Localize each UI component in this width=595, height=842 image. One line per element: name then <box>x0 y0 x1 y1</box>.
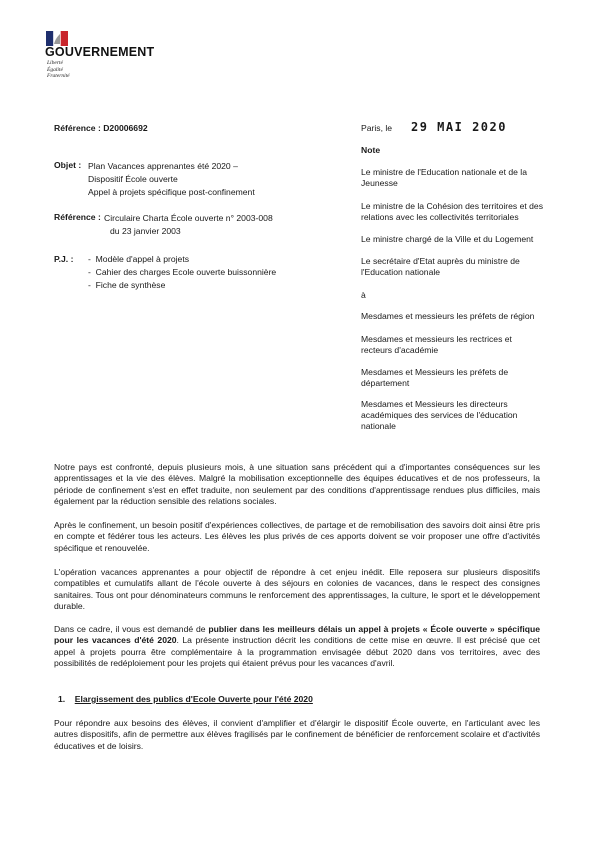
reference-value: D20006692 <box>103 123 148 133</box>
section-number: 1. <box>58 694 66 704</box>
object-line: Plan Vacances apprenantes été 2020 – <box>88 161 238 171</box>
addressee: Mesdames et messieurs les préfets de région <box>361 311 535 321</box>
body-paragraph: L'opération vacances apprenantes a pour objectif de répondre à cet enjeu inédit. Elle reposera sur plusieurs dispositifs compatibles et cumulatifs allant de l'école ouverte à des séjours en colonies de vacances, dans le respect des consignes sanitaires. Tous ont pour dénominateurs communs le renforcement des apprentissages, la culture, le sport et le développement durable. <box>54 567 540 612</box>
motto-line: Liberté <box>47 60 63 66</box>
reference2-line: Circulaire Charta École ouverte n° 2003-008 <box>104 213 273 223</box>
motto-line: Fraternité <box>47 73 70 79</box>
list-item: - Modèle d'appel à projets <box>88 254 190 264</box>
addressee: Mesdames et Messieurs les directeurs académiques des services de l'éducation nationale <box>361 399 518 431</box>
object-label: Objet : <box>54 160 82 170</box>
attachments-list <box>88 254 276 293</box>
body-paragraph: Après le confinement, un besoin positif d'expériences collectives, de partage et de remobilisation des savoirs doit ainsi être pris en compte et fédérer tous les acteurs. Les élèves les plus privés de ces apports doivent se voir proposer une offre d'activités spécifique et renouvelée. <box>54 520 540 553</box>
attachment-label: Cahier des charges Ecole ouverte buissonnière <box>95 267 277 277</box>
reference-line <box>54 123 148 134</box>
paragraph-emphasis: publier dans les meilleurs délais un appel à projets « École ouverte » spécifique pour les vacances d'été 2020 <box>54 624 541 646</box>
attachment-label: Fiche de synthèse <box>95 280 166 290</box>
body-paragraph: Pour répondre aux besoins des élèves, il convient d'amplifier et d'élargir le dispositif École ouverte, en l'articulant avec les autres dispositifs, afin de permettre aux élèves fragilisés par le confinement de bénéficier de renforcement scolaire et d'activités éducatives et de loisirs. <box>54 718 540 751</box>
recipient: Le ministre de l'Education nationale et de la Jeunesse <box>361 167 527 188</box>
brand-name: GOUVERNEMENT <box>45 45 155 59</box>
object-line: Appel à projets spécifique post-confinement <box>88 187 255 197</box>
recipient: Le ministre chargé de la Ville et du Logement <box>361 234 534 244</box>
recipient-to: à <box>361 290 366 300</box>
body-paragraph <box>54 624 540 670</box>
addressee: Mesdames et messieurs les rectrices et recteurs d'académie <box>361 334 512 355</box>
reference2-label: Référence : <box>54 212 101 222</box>
motto-line: Égalité <box>47 66 63 73</box>
attachment-label: Modèle d'appel à projets <box>95 254 190 264</box>
paragraph-text: . La présente instruction décrit les conditions de cette mise en œuvre. Il est précisé que cet appel à projets pourra être complémentaire à la programmation envisagée début 2020 dans vos territoires, avec des possibilités de redéploiement pour les projets qui étaient prévus pour les vacances d'avril. <box>54 635 540 669</box>
object-line: Dispositif École ouverte <box>88 174 178 184</box>
recipient: Le ministre de la Cohésion des territoires et des relations avec les collectivités territoriales <box>361 201 543 222</box>
section-title: Elargissement des publics d'Ecole Ouverte pour l'été 2020 <box>74 694 313 704</box>
addressee: Mesdames et Messieurs les préfets de département <box>361 367 509 388</box>
body-paragraph: Notre pays est confronté, depuis plusieurs mois, à une situation sans précédent qui a d'importantes conséquences sur les apprentissages et la vie des élèves. Malgré la mobilisation exceptionnelle des équipes éducatives et de nos professeurs, la période de confinement s'est en effet traduite, non seulement par des conditions d'apprentissage rendues plus difficiles, mais également par la réduction sensible des relations sociales. <box>54 462 540 507</box>
republic-logo-icon <box>46 31 68 46</box>
reference-label: Référence : <box>54 123 101 133</box>
attachments-label: P.J. : <box>54 254 74 264</box>
reference2-text <box>104 212 273 238</box>
paragraph-text: Dans ce cadre, il vous est demandé de <box>54 624 209 634</box>
reference2-line: du 23 janvier 2003 <box>110 226 181 236</box>
recipient: Le secrétaire d'Etat auprès du ministre de l'Education nationale <box>361 256 520 277</box>
list-item: - Fiche de synthèse <box>88 280 166 290</box>
motto <box>47 60 70 80</box>
list-item: - Cahier des charges Ecole ouverte buissonnière <box>88 267 277 277</box>
section-heading <box>58 694 313 705</box>
date-stamp: 29 MAI 2020 <box>411 120 507 134</box>
note-label: Note <box>361 145 381 155</box>
place-label: Paris, le <box>361 123 393 133</box>
object-text <box>88 160 255 199</box>
